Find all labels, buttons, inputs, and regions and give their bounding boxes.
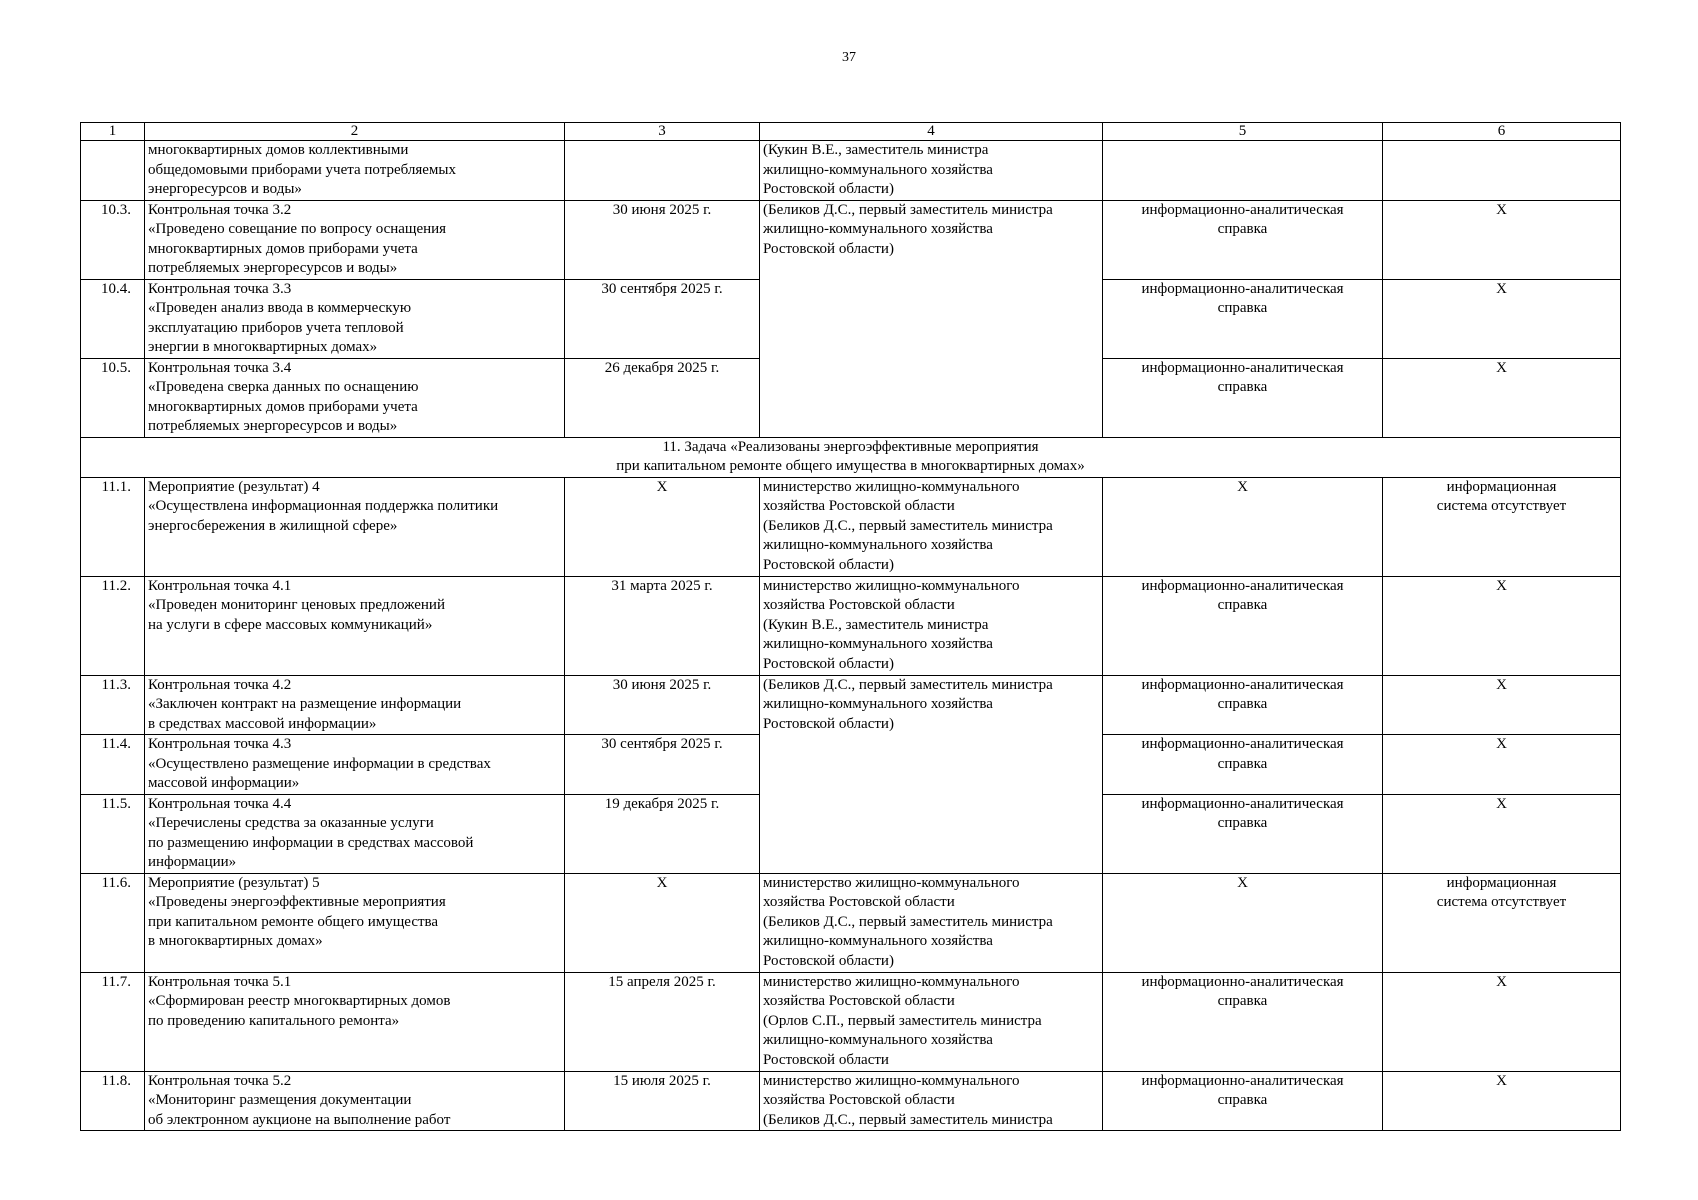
row-responsible: министерство жилищно-коммунального хозяйства Ростовской области (Беликов Д.С., первый заместитель министра жилищно-коммунального хозяйства Ростовской области) — [760, 873, 1103, 972]
row-date — [565, 141, 760, 201]
row-date: 15 апреля 2025 г. — [565, 972, 760, 1071]
row-description: Контрольная точка 3.4 «Проведена сверка данных по оснащению многоквартирных домов приборами учета потребляемых энергоресурсов и воды» — [145, 358, 565, 437]
row-description: Контрольная точка 4.4 «Перечислены средства за оказанные услуги по размещению информации в средствах массовой информации» — [145, 794, 565, 873]
row-responsible: министерство жилищно-коммунального хозяйства Ростовской области (Беликов Д.С., первый заместитель министра — [760, 1071, 1103, 1131]
row-number: 11.5. — [81, 794, 145, 873]
row-date: Х — [565, 873, 760, 972]
row-info-system: Х — [1383, 794, 1621, 873]
header-cell: 3 — [565, 123, 760, 141]
row-document: информационно-аналитическая справка — [1103, 200, 1383, 279]
section-heading: 11. Задача «Реализованы энергоэффективные мероприятия при капитальном ремонте общего имущества в многоквартирных домах» — [81, 437, 1621, 477]
row-number: 11.1. — [81, 477, 145, 576]
row-description: Контрольная точка 5.1 «Сформирован реестр многоквартирных домов по проведению капитального ремонта» — [145, 972, 565, 1071]
row-info-system: Х — [1383, 576, 1621, 675]
row-info-system: Х — [1383, 1071, 1621, 1131]
section-heading-row — [81, 437, 1621, 477]
row-document: информационно-аналитическая справка — [1103, 675, 1383, 735]
header-cell: 5 — [1103, 123, 1383, 141]
row-document: информационно-аналитическая справка — [1103, 358, 1383, 437]
row-date: 30 сентября 2025 г. — [565, 735, 760, 795]
row-info-system: Х — [1383, 735, 1621, 795]
row-description: Контрольная точка 3.2 «Проведено совещание по вопросу оснащения многоквартирных домов приборами учета потребляемых энергоресурсов и воды» — [145, 200, 565, 279]
row-document: информационно-аналитическая справка — [1103, 1071, 1383, 1131]
row-number: 10.3. — [81, 200, 145, 279]
row-info-system: Х — [1383, 358, 1621, 437]
table-row — [81, 477, 1621, 576]
header-cell: 6 — [1383, 123, 1621, 141]
row-description: Мероприятие (результат) 5 «Проведены энергоэффективные мероприятия при капитальном ремонте общего имущества в многоквартирных домах» — [145, 873, 565, 972]
row-description: Контрольная точка 4.2 «Заключен контракт на размещение информации в средствах массовой информации» — [145, 675, 565, 735]
row-responsible: (Беликов Д.С., первый заместитель министра жилищно-коммунального хозяйства Ростовской области) — [760, 200, 1103, 437]
row-number: 11.4. — [81, 735, 145, 795]
row-description: Контрольная точка 4.3 «Осуществлено размещение информации в средствах массовой информации» — [145, 735, 565, 795]
table-header-row — [81, 123, 1621, 141]
row-document: информационно-аналитическая справка — [1103, 576, 1383, 675]
table-row — [81, 873, 1621, 972]
row-description: Мероприятие (результат) 4 «Осуществлена информационная поддержка политики энергосбережения в жилищной сфере» — [145, 477, 565, 576]
row-document: Х — [1103, 873, 1383, 972]
row-date: 30 июня 2025 г. — [565, 200, 760, 279]
row-date: 30 июня 2025 г. — [565, 675, 760, 735]
row-date: 31 марта 2025 г. — [565, 576, 760, 675]
table-row — [81, 1071, 1621, 1131]
row-document: информационно-аналитическая справка — [1103, 794, 1383, 873]
row-number: 11.7. — [81, 972, 145, 1071]
row-responsible: (Кукин В.Е., заместитель министра жилищно-коммунального хозяйства Ростовской области) — [760, 141, 1103, 201]
row-number: 11.3. — [81, 675, 145, 735]
row-number: 10.4. — [81, 279, 145, 358]
row-info-system: Х — [1383, 279, 1621, 358]
row-date: 30 сентября 2025 г. — [565, 279, 760, 358]
table-row — [81, 200, 1621, 279]
header-cell: 2 — [145, 123, 565, 141]
table-row — [81, 972, 1621, 1071]
row-info-system: Х — [1383, 200, 1621, 279]
row-date: 26 декабря 2025 г. — [565, 358, 760, 437]
row-document: информационно-аналитическая справка — [1103, 279, 1383, 358]
row-number: 10.5. — [81, 358, 145, 437]
row-number: 11.8. — [81, 1071, 145, 1131]
row-date: 19 декабря 2025 г. — [565, 794, 760, 873]
row-document: информационно-аналитическая справка — [1103, 735, 1383, 795]
row-description: Контрольная точка 5.2 «Мониторинг размещения документации об электронном аукционе на выполнение работ — [145, 1071, 565, 1131]
row-number — [81, 141, 145, 201]
row-date: 15 июля 2025 г. — [565, 1071, 760, 1131]
row-responsible: министерство жилищно-коммунального хозяйства Ростовской области (Орлов С.П., первый заместитель министра жилищно-коммунального хозяйства Ростовской области — [760, 972, 1103, 1071]
table-row — [81, 576, 1621, 675]
row-number: 11.2. — [81, 576, 145, 675]
plan-table — [80, 122, 1621, 1131]
row-description: Контрольная точка 3.3 «Проведен анализ ввода в коммерческую эксплуатацию приборов учета тепловой энергии в многоквартирных домах» — [145, 279, 565, 358]
row-date: Х — [565, 477, 760, 576]
page-number: 37 — [842, 50, 856, 65]
row-number: 11.6. — [81, 873, 145, 972]
table-row — [81, 141, 1621, 201]
header-cell: 1 — [81, 123, 145, 141]
row-description: многоквартирных домов коллективными общедомовыми приборами учета потребляемых энергоресурсов и воды» — [145, 141, 565, 201]
row-description: Контрольная точка 4.1 «Проведен мониторинг ценовых предложений на услуги в сфере массовых коммуникаций» — [145, 576, 565, 675]
header-cell: 4 — [760, 123, 1103, 141]
row-info-system: Х — [1383, 972, 1621, 1071]
row-document — [1103, 141, 1383, 201]
row-document: Х — [1103, 477, 1383, 576]
row-info-system: Х — [1383, 675, 1621, 735]
row-info-system: информационная система отсутствует — [1383, 477, 1621, 576]
row-document: информационно-аналитическая справка — [1103, 972, 1383, 1071]
row-info-system: информационная система отсутствует — [1383, 873, 1621, 972]
row-responsible: (Беликов Д.С., первый заместитель министра жилищно-коммунального хозяйства Ростовской области) — [760, 675, 1103, 873]
row-responsible: министерство жилищно-коммунального хозяйства Ростовской области (Беликов Д.С., первый заместитель министра жилищно-коммунального хозяйства Ростовской области) — [760, 477, 1103, 576]
row-responsible: министерство жилищно-коммунального хозяйства Ростовской области (Кукин В.Е., заместитель министра жилищно-коммунального хозяйства Ростовской области) — [760, 576, 1103, 675]
row-info-system — [1383, 141, 1621, 201]
table-row — [81, 675, 1621, 735]
